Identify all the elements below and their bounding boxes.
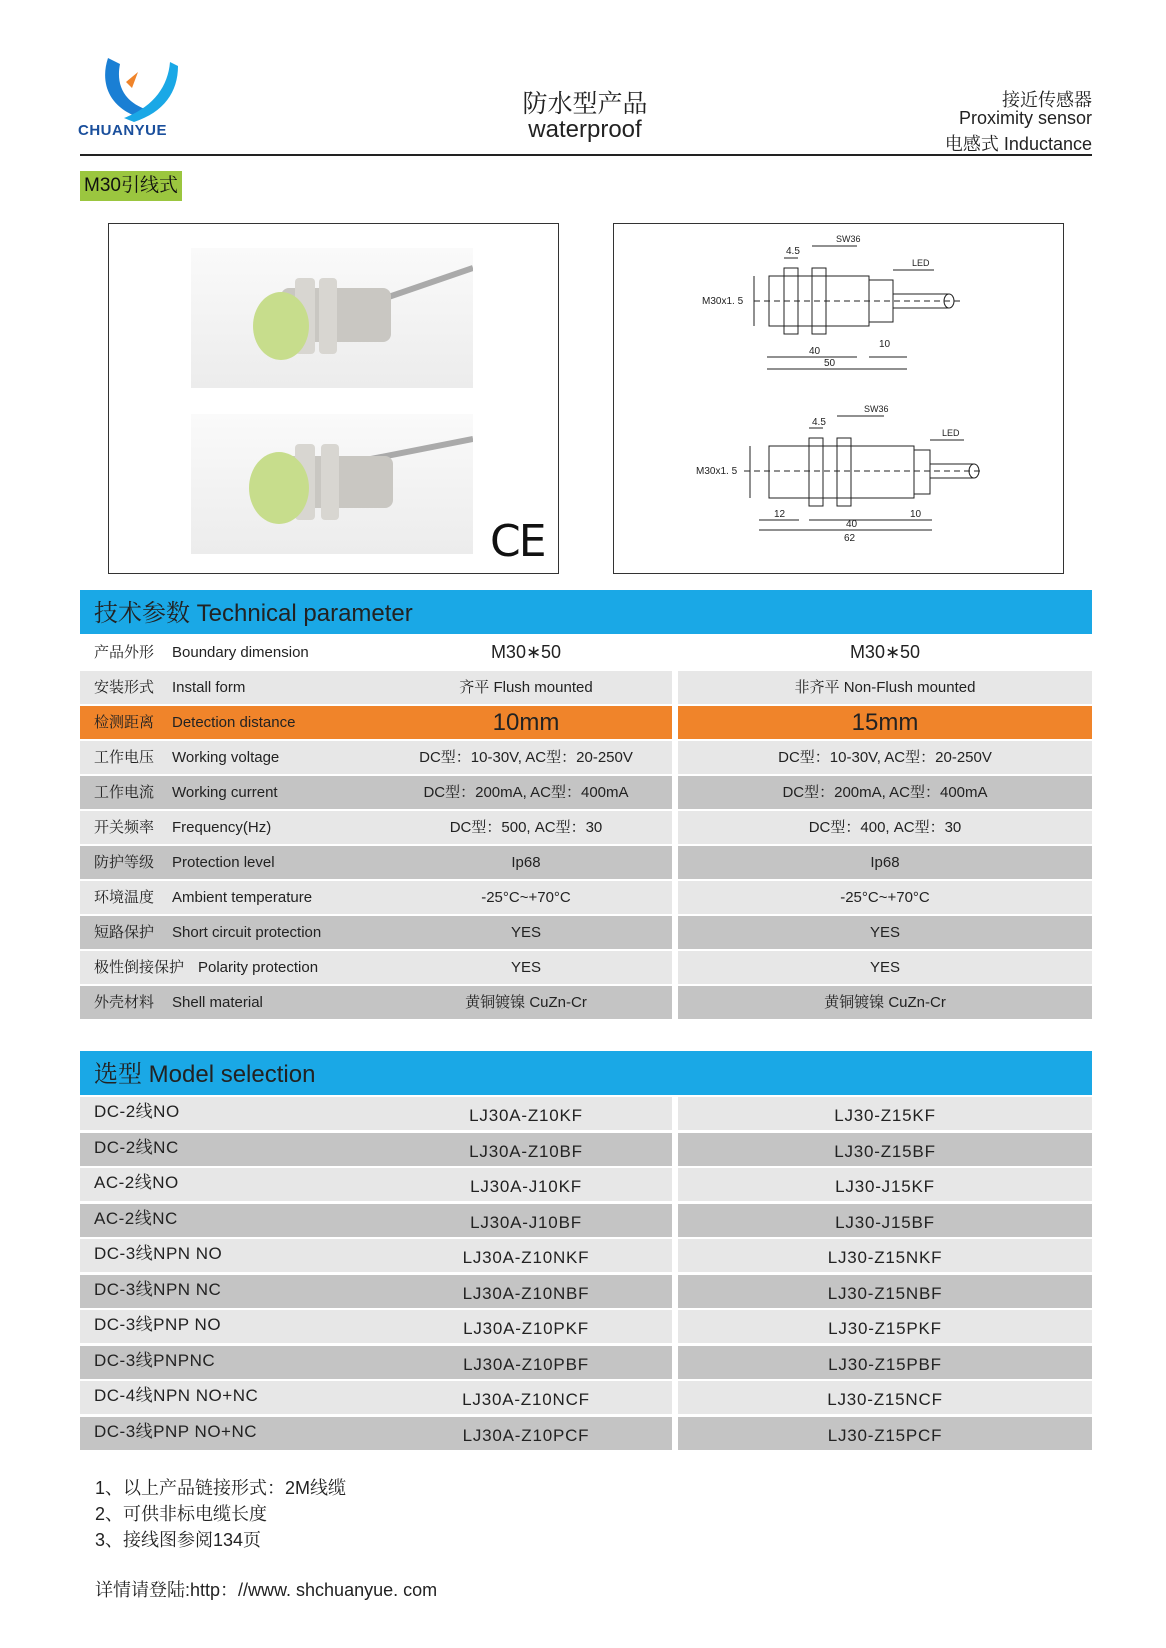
tech-param-cn: 检测距离	[94, 714, 155, 731]
tech-param-cn: 短路保护	[94, 924, 155, 941]
tech-value-flush: 10mm	[492, 709, 560, 736]
model-code-flush: LJ30A-J10KF	[470, 1177, 582, 1196]
model-section-header	[80, 1051, 1092, 1095]
tech-value-nonflush: DC型：10-30V, AC型：20-250V	[778, 749, 992, 766]
tech-value-flush: DC型：500, AC型：30	[449, 819, 603, 836]
dimension-drawing-panel	[613, 223, 1064, 574]
tech-row	[80, 846, 1092, 879]
tech-value-flush: DC型：200mA, AC型：400mA	[423, 784, 629, 801]
tech-row	[80, 986, 1092, 1019]
tech-value-nonflush: 15mm	[851, 709, 919, 736]
product-photo-panel	[108, 223, 559, 574]
model-code-flush: LJ30A-Z10PKF	[463, 1319, 589, 1338]
tech-row	[80, 951, 1092, 984]
dimension-drawings	[614, 224, 1063, 573]
tech-row	[80, 671, 1092, 704]
model-row	[80, 1310, 1092, 1343]
d1-dim-10: 10	[879, 339, 891, 350]
d2-dim-62: 62	[844, 533, 856, 544]
header-divider	[80, 154, 1092, 156]
tech-param-en: Shell material	[172, 994, 263, 1011]
model-output-type: AC-2线NC	[94, 1208, 178, 1228]
model-row	[80, 1381, 1092, 1414]
tech-row	[80, 706, 1092, 739]
d1-led: LED	[912, 258, 930, 268]
d2-dim-10: 10	[910, 509, 922, 520]
model-row	[80, 1275, 1092, 1308]
note-1: 1、以上产品链接形式：2M线缆	[95, 1478, 347, 1498]
model-code-nonflush: LJ30-Z15NKF	[827, 1248, 943, 1267]
note-3: 3、接线图参阅134页	[95, 1530, 262, 1550]
model-code-nonflush: LJ30-Z15NBF	[827, 1283, 943, 1303]
tech-value-nonflush: Ip68	[870, 854, 900, 871]
tech-value-nonflush: DC型：400, AC型：30	[808, 819, 962, 836]
tech-param-cn: 产品外形	[94, 644, 155, 661]
model-code-nonflush: LJ30-Z15KF	[834, 1106, 936, 1125]
product-photo-nonflush	[191, 414, 473, 554]
note-2: 2、可供非标电缆长度	[95, 1504, 268, 1524]
page-title-en: waterproof	[528, 116, 642, 143]
tech-value-nonflush: DC型：200mA, AC型：400mA	[782, 784, 988, 801]
sensor-inductance: 电感式 Inductance	[944, 134, 1092, 154]
website-link[interactable]: 详情请登陆:http：//www. shchuanyue. com	[95, 1580, 438, 1600]
tech-value-flush: Ip68	[511, 854, 541, 871]
model-code-nonflush: LJ30-Z15NCF	[827, 1390, 943, 1409]
tech-value-flush: M30∗50	[490, 642, 562, 662]
tech-section-header	[80, 590, 1092, 634]
tech-param-en: Ambient temperature	[172, 889, 313, 906]
tech-row	[80, 776, 1092, 809]
product-photo-flush	[191, 248, 473, 388]
tech-param-cn: 工作电流	[94, 784, 155, 801]
tech-param-en: Install form	[172, 679, 246, 696]
model-output-type: DC-3线PNP NO	[94, 1315, 222, 1334]
tech-param-en: Protection level	[172, 854, 275, 871]
model-output-type: DC-3线NPN NC	[94, 1279, 222, 1299]
model-row	[80, 1133, 1092, 1166]
model-row	[80, 1097, 1092, 1130]
model-output-type: DC-2线NC	[94, 1137, 179, 1157]
variant-label: M30引线式	[80, 171, 182, 201]
model-code-flush: LJ30A-Z10BF	[469, 1141, 583, 1161]
d2-led: LED	[942, 428, 960, 438]
tech-row	[80, 636, 1092, 669]
tech-param-cn: 极性倒接保护	[94, 959, 185, 976]
tech-param-cn: 防护等级	[94, 854, 155, 871]
sensor-type-cn: 接近传感器	[1002, 90, 1092, 110]
tech-param-en: Working voltage	[172, 749, 280, 766]
tech-param-cn: 安装形式	[94, 679, 155, 696]
tech-value-nonflush: M30∗50	[849, 642, 921, 662]
model-row	[80, 1346, 1092, 1379]
model-row	[80, 1417, 1092, 1450]
tech-param-cn: 环境温度	[94, 889, 155, 906]
tech-value-flush: 黄铜镀镍 CuZn-Cr	[465, 994, 587, 1011]
d2-dim-4-5: 4.5	[812, 417, 826, 428]
d2-thread: M30x1. 5	[696, 466, 738, 477]
model-code-nonflush: LJ30-Z15PCF	[827, 1425, 943, 1445]
model-code-nonflush: LJ30-Z15PBF	[828, 1354, 942, 1374]
tech-value-nonflush: 黄铜镀镍 CuZn-Cr	[824, 994, 946, 1011]
d1-dim-40: 40	[809, 346, 821, 357]
model-code-nonflush: LJ30-Z15PKF	[828, 1319, 942, 1338]
model-code-flush: LJ30A-J10BF	[470, 1212, 582, 1232]
d2-dim-40: 40	[846, 519, 858, 530]
tech-value-nonflush: YES	[869, 959, 900, 976]
tech-row	[80, 741, 1092, 774]
d1-thread: M30x1. 5	[702, 296, 744, 307]
model-code-nonflush: LJ30-J15KF	[835, 1177, 935, 1196]
tech-param-en: Detection distance	[172, 714, 296, 731]
tech-value-flush: -25°C~+70°C	[481, 889, 571, 906]
model-output-type: DC-3线PNP NO+NC	[94, 1421, 258, 1441]
model-output-type: DC-3线NPN NO	[94, 1244, 223, 1263]
d1-dim-4-5: 4.5	[786, 246, 800, 257]
model-output-type: DC-2线NO	[94, 1102, 180, 1121]
d2-sw36: SW36	[864, 404, 889, 414]
d1-dim-50: 50	[824, 358, 836, 369]
d2-dim-12: 12	[774, 509, 786, 520]
tech-param-cn: 开关频率	[94, 819, 155, 836]
model-code-flush: LJ30A-Z10KF	[469, 1106, 583, 1125]
tech-param-en: Frequency(Hz)	[172, 819, 272, 836]
model-code-flush: LJ30A-Z10NKF	[462, 1248, 590, 1267]
model-code-nonflush: LJ30-J15BF	[835, 1212, 935, 1232]
model-output-type: AC-2线NO	[94, 1173, 179, 1192]
page-title-cn: 防水型产品	[522, 90, 648, 118]
tech-value-nonflush: YES	[869, 924, 900, 941]
tech-value-nonflush: -25°C~+70°C	[840, 889, 930, 906]
d1-sw36: SW36	[836, 234, 861, 244]
tech-value-flush: YES	[510, 924, 541, 941]
model-code-flush: LJ30A-Z10NCF	[462, 1390, 590, 1409]
model-code-nonflush: LJ30-Z15BF	[834, 1141, 936, 1161]
tech-value-flush: YES	[510, 959, 541, 976]
model-output-type: DC-4线NPN NO+NC	[94, 1386, 259, 1405]
tech-param-en: Polarity protection	[198, 959, 319, 976]
model-code-flush: LJ30A-Z10NBF	[462, 1283, 590, 1303]
sensor-type-en: Proximity sensor	[958, 108, 1092, 128]
tech-param-en: Working current	[172, 784, 278, 801]
tech-row	[80, 881, 1092, 914]
brand-name: CHUANYUE	[78, 122, 168, 139]
tech-value-flush: DC型：10-30V, AC型：20-250V	[419, 749, 633, 766]
tech-param-en: Short circuit protection	[172, 924, 322, 941]
model-code-flush: LJ30A-Z10PCF	[462, 1425, 590, 1445]
tech-row	[80, 811, 1092, 844]
model-row	[80, 1239, 1092, 1272]
model-row	[80, 1168, 1092, 1201]
tech-param-cn: 外壳材料	[94, 994, 155, 1011]
tech-param-en: Boundary dimension	[172, 644, 309, 661]
model-row	[80, 1204, 1092, 1237]
ce-mark-icon: CE	[490, 516, 545, 567]
model-output-type: DC-3线PNPNC	[94, 1350, 216, 1370]
tech-param-cn: 工作电压	[94, 749, 155, 766]
tech-value-nonflush: 非齐平 Non-Flush mounted	[794, 679, 976, 696]
tech-value-flush: 齐平 Flush mounted	[459, 679, 593, 696]
tech-heading: 技术参数 Technical parameter	[94, 600, 413, 627]
model-heading: 选型 Model selection	[94, 1061, 316, 1088]
tech-row	[80, 916, 1092, 949]
model-code-flush: LJ30A-Z10PBF	[463, 1354, 589, 1374]
